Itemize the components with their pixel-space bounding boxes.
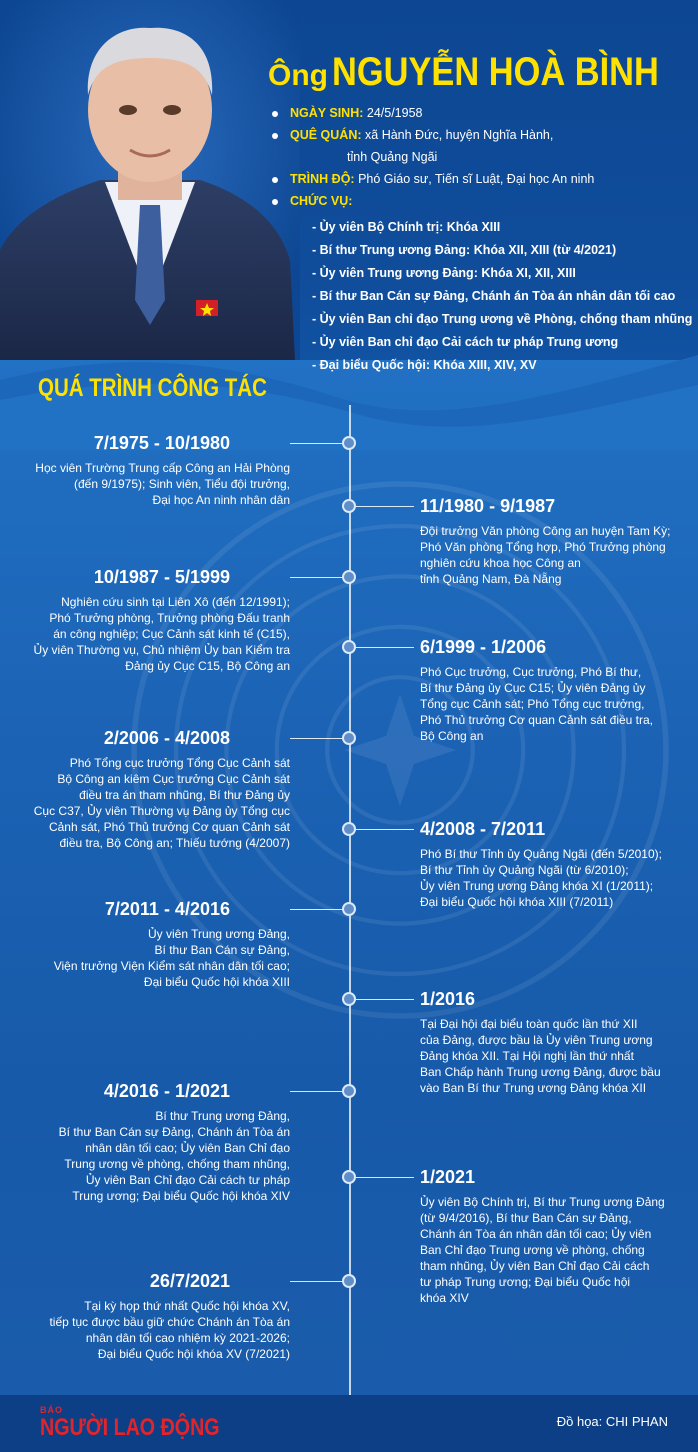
timeline-entry: [420, 1166, 690, 1306]
page-title: [268, 50, 698, 95]
entry-date: 7/2011 - 4/2016: [104, 899, 230, 919]
entry-date: 6/1999 - 1/2006: [420, 637, 547, 657]
timeline-node: [342, 822, 356, 836]
entry-description: Ủy viên Bộ Chính trị, Bí thư Trung ương Đảng (từ 9/4/2016), Bí thư Ban Cán sự Đảng, Chánh án Tòa án nhân dân tối cao; Ủy viên Ban Chỉ đạo Trung ương về phòng, chống tham nhũng, Ủy viên Ban Chỉ đạo Cải cách tư pháp Trung ương; Đại biểu Quốc hội khóa XIV: [420, 1195, 665, 1305]
position-label: CHỨC VỤ:: [290, 194, 353, 208]
hometown-label: QUÊ QUÁN:: [290, 128, 362, 142]
role-item: - Ủy viên Ban chỉ đạo Cải cách tư pháp Trung ương: [312, 335, 619, 349]
timeline-node: [342, 992, 356, 1006]
entry-date: 1/2016: [420, 989, 476, 1009]
title-name: NGUYỄN HOÀ BÌNH: [332, 50, 660, 94]
entry-description: Nghiên cứu sinh tại Liên Xô (đến 12/1991); Phó Trưởng phòng, Trưởng phòng Đấu tranh án công nghiệp; Cục Cảnh sát kinh tế (C15), Ủy viên Thường vụ, Chủ nhiệm Ủy ban Kiểm tra Đảng ủy Cục C15, Bộ Công an: [33, 595, 290, 673]
entry-description: Học viên Trường Trung cấp Công an Hải Phòng (đến 9/1975); Sinh viên, Tiểu đội trưởng, Đại học An ninh nhân dân: [35, 461, 290, 507]
timeline-entry: [0, 1080, 290, 1204]
degree-row: [272, 168, 692, 190]
timeline-connector: [356, 1177, 414, 1178]
timeline-node: [342, 436, 356, 450]
bullet-icon: [272, 177, 278, 183]
timeline-connector: [290, 577, 342, 578]
timeline-node: [342, 1274, 356, 1288]
role-item: - Đại biểu Quốc hội: Khóa XIII, XIV, XV: [312, 358, 537, 372]
timeline-entry: [420, 636, 690, 744]
role-item: - Ủy viên Bộ Chính trị: Khóa XIII: [312, 220, 501, 234]
logo-small-text: BÁO: [40, 1405, 63, 1415]
entry-description: Đội trưởng Văn phòng Công an huyện Tam Kỳ; Phó Văn phòng Tổng hợp, Phó Trưởng phòng nghiên cứu khoa học Công an tỉnh Quảng Nam, Đà Nẵng: [420, 524, 671, 586]
timeline-connector: [356, 829, 414, 830]
birth-label: NGÀY SINH:: [290, 106, 364, 120]
entry-date: 2/2006 - 4/2008: [103, 728, 230, 748]
roles-list: [272, 216, 692, 377]
timeline-connector: [290, 909, 342, 910]
section-title: QUÁ TRÌNH CÔNG TÁC: [38, 374, 267, 402]
entry-description: Phó Cục trưởng, Cục trưởng, Phó Bí thư, Bí thư Đảng ủy Cục C15; Ủy viên Đảng ủy Tổng cục Cảnh sát; Phó Tổng cục trưởng, Phó Thủ trưởng Cơ quan Cảnh sát điều tra, Bộ Công an: [420, 665, 654, 743]
hometown-value: xã Hành Đức, huyện Nghĩa Hành,: [365, 128, 554, 142]
position-row: [272, 190, 692, 212]
bullet-icon: [272, 199, 278, 205]
timeline-entry: [420, 818, 690, 910]
bullet-icon: [272, 111, 278, 117]
timeline-axis: [349, 405, 351, 1395]
timeline-node: [342, 640, 356, 654]
timeline-entry: [420, 495, 690, 587]
entry-description: Bí thư Trung ương Đảng, Bí thư Ban Cán sự Đảng, Chánh án Tòa án nhân dân tối cao; Ủy viên Ban Chỉ đạo Trung ương về phòng, chống tham nhũng, Ủy viên Ban Chỉ đạo Cải cách tư pháp Trung ương; Đại biểu Quốc hội khóa XIV: [58, 1109, 290, 1203]
timeline-connector: [356, 647, 414, 648]
role-item: - Ủy viên Trung ương Đảng: Khóa XI, XII, XIII: [312, 266, 576, 280]
degree-value: Phó Giáo sư, Tiến sĩ Luật, Đại học An ninh: [358, 172, 595, 186]
timeline-entry: [0, 432, 290, 508]
timeline-connector: [356, 999, 414, 1000]
timeline-node: [342, 902, 356, 916]
entry-description: Ủy viên Trung ương Đảng, Bí thư Ban Cán sự Đảng, Viện trưởng Viện Kiểm sát nhân dân tối cao; Đại biểu Quốc hội khóa XIII: [53, 927, 290, 989]
entry-date: 4/2008 - 7/2011: [420, 819, 546, 839]
entry-date: 1/2021: [420, 1167, 476, 1187]
logo-main-text: NGƯỜI LAO ĐỘNG: [40, 1414, 220, 1441]
timeline-entry: [0, 566, 290, 674]
portrait-image: [0, 0, 300, 360]
profile-info: [272, 102, 692, 377]
timeline-connector: [290, 443, 342, 444]
timeline-connector: [290, 1091, 342, 1092]
role-item: - Bí thư Trung ương Đảng: Khóa XII, XIII (từ 4/2021): [312, 243, 617, 257]
newspaper-logo: [40, 1406, 259, 1441]
timeline-node: [342, 570, 356, 584]
entry-date: 26/7/2021: [149, 1271, 230, 1291]
entry-description: Phó Bí thư Tỉnh ủy Quảng Ngãi (đến 5/2010); Bí thư Tỉnh ủy Quảng Ngãi (từ 6/2010); Ủy viên Trung ương Đảng khóa XI (1/2011); Đại biểu Quốc hội khóa XIII (7/2011): [420, 847, 662, 909]
bullet-icon: [272, 133, 278, 139]
birth-value: 24/5/1958: [366, 106, 423, 120]
timeline-connector: [290, 738, 342, 739]
entry-description: Tại Đại hội đại biểu toàn quốc lần thứ XII của Đảng, được bầu là Ủy viên Trung ương Đảng khóa XII. Tại Hội nghị lần thứ nhất Ban Chấp hành Trung ương Đảng, được bầu vào Ban Bí thư Trung ương Đảng khóa XII: [420, 1017, 661, 1095]
birth-row: [272, 102, 692, 124]
entry-date: 4/2016 - 1/2021: [103, 1081, 230, 1101]
hometown-row: [272, 124, 692, 146]
degree-label: TRÌNH ĐỘ:: [290, 172, 355, 186]
title-prefix: Ông: [268, 59, 328, 92]
entry-description: Phó Tổng cục trưởng Tổng Cục Cảnh sát Bộ Công an kiêm Cục trưởng Cục Cảnh sát điều tra án tham nhũng, Bí thư Đảng ủy Cục C37, Ủy viên Thường vụ Đảng ủy Tổng cục Cảnh sát, Phó Thủ trưởng Cơ quan Cảnh sát điều tra, Bộ Công an; Thiếu tướng (4/2007): [33, 756, 290, 850]
timeline-node: [342, 1084, 356, 1098]
graphic-credit: Đồ họa: CHI PHAN: [556, 1414, 668, 1429]
hometown-value-2: tỉnh Quảng Ngãi: [347, 150, 438, 164]
timeline-entry: [0, 898, 290, 990]
timeline-entry: [0, 1270, 290, 1362]
timeline-connector: [290, 1281, 342, 1282]
entry-date: 11/1980 - 9/1987: [420, 496, 556, 516]
timeline-node: [342, 499, 356, 513]
timeline-entry: [420, 988, 690, 1096]
timeline-connector: [356, 506, 414, 507]
timeline-node: [342, 731, 356, 745]
entry-date: 7/1975 - 10/1980: [93, 433, 230, 453]
role-item: - Ủy viên Ban chỉ đạo Trung ương về Phòng, chống tham nhũng: [312, 312, 693, 326]
role-item: - Bí thư Ban Cán sự Đảng, Chánh án Tòa án nhân dân tối cao: [312, 289, 676, 303]
timeline-node: [342, 1170, 356, 1184]
hometown-row-2: [272, 146, 692, 168]
timeline-entry: [0, 727, 290, 851]
entry-date: 10/1987 - 5/1999: [93, 567, 230, 587]
entry-description: Tại kỳ họp thứ nhất Quốc hội khóa XV, tiếp tục được bầu giữ chức Chánh án Tòa án nhân dân tối cao nhiệm kỳ 2021-2026; Đại biểu Quốc hội khóa XV (7/2021): [49, 1299, 290, 1361]
